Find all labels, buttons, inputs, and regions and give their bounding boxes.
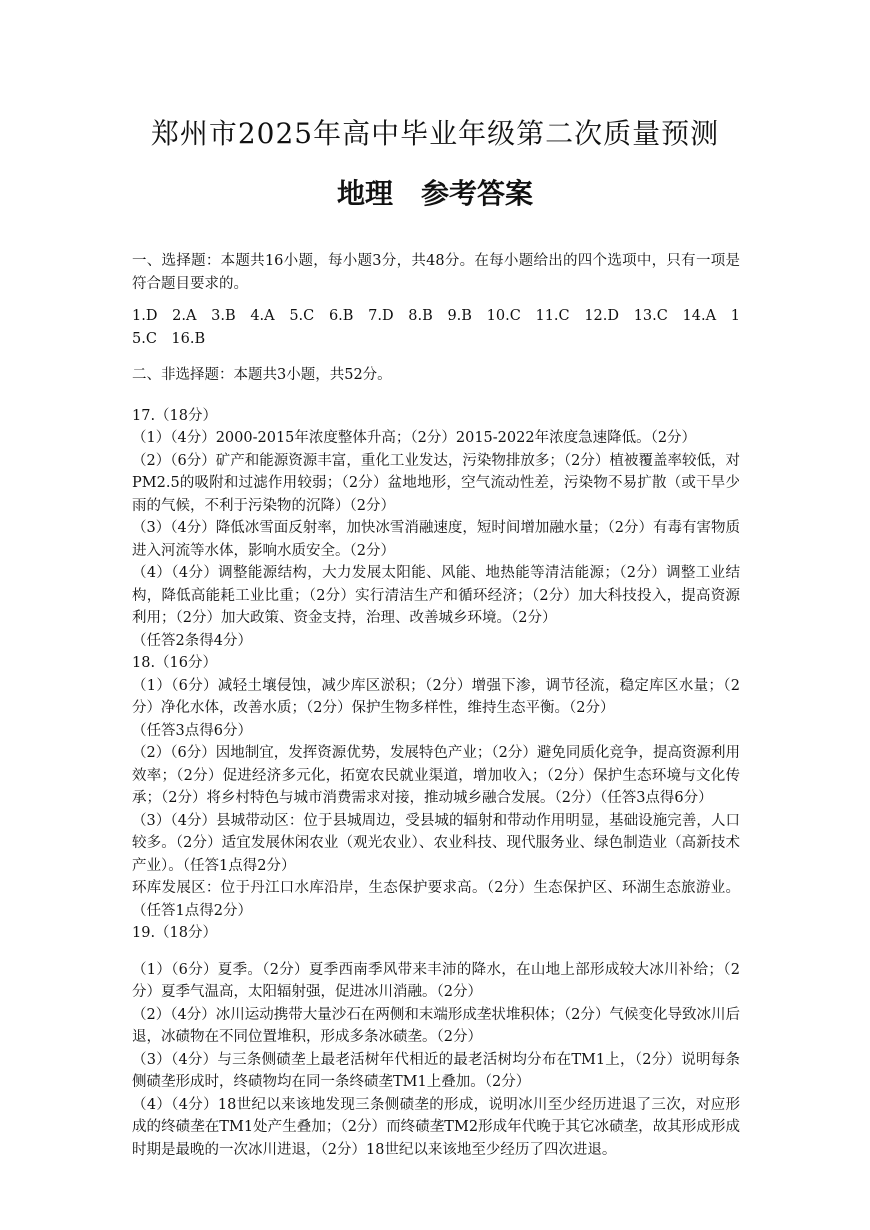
q18-part2: （2）（6分）因地制宜，发挥资源优势，发展特色产业；（2分）避免同质化竞争，提高资源利用效率；（2分）促进经济多元化，拓宽农民就业渠道，增加收入；（2分）保护生态环境与文化传承；（2分）将乡村特色与城市消费需求对接，推动城乡融合发展。（2分）（任答3点得6分） xyxy=(132,745,740,806)
q18-part3: （3）（4分）县城带动区：位于县城周边，受县城的辐射和带动作用明显，基础设施完善，人口较多。（2分）适宜发展休闲农业（观光农业）、农业科技、现代服务业、绿色制造业（高新技术产业）。（任答1点得2分） xyxy=(132,812,740,874)
page-title: 郑州市2025年高中毕业年级第二次质量预测 xyxy=(150,117,720,150)
q19-part2: （2）（4分）冰川运动携带大量沙石在两侧和末端形成垄状堆积体；（2分）气候变化导致冰川后退，冰碛物在不同位置堆积，形成多条冰碛垄。（2分） xyxy=(132,1006,740,1045)
q18-part4: 环库发展区：位于丹江口水库沿岸，生态保护要求高。（2分）生态保护区、环湖生态旅游业。（任答1点得2分） xyxy=(132,880,740,919)
q19-heading: 19.（18分） xyxy=(132,925,218,941)
section1-answers: 1.D 2.A 3.B 4.A 5.C 6.B 7.D 8.B 9.B 10.C 11.C 12.D 13.C 14.A 15.C 16.B xyxy=(132,308,740,347)
q17-part4: （4）（4分）调整能源结构，大力发展太阳能、风能、地热能等清洁能源；（2分）调整工业结构，降低高能耗工业比重；（2分）实行清洁生产和循环经济；（2分）加大科技投入，提高资源利用；（2分）加大政策、资金支持，治理、改善城乡环境。（2分） xyxy=(132,565,740,626)
q17-note: （任答2条得4分） xyxy=(132,632,252,649)
q17-part2: （2）（6分）矿产和能源资源丰富，重化工业发达，污染物排放多；（2分）植被覆盖率较低，对PM2.5的吸附和过滤作用较弱；（2分）盆地地形，空气流动性差，污染物不易扩散（或干旱少雨的气候，不利于污染物的沉降）（2分） xyxy=(132,452,740,514)
answer-body xyxy=(132,250,740,1161)
section1-intro: 一、选择题：本题共16小题，每小题3分，共48分。在每小题给出的四个选项中，只有一项是符合题目要求的。 xyxy=(132,253,740,292)
q18-part1: （1）（6分）减轻土壤侵蚀，减少库区淤积；（2分）增强下渗，调节径流，稳定库区水量；（2分）净化水体，改善水质；（2分）保护生物多样性，维持生态平衡。（2分） xyxy=(132,677,740,716)
page-subtitle: 地理 参考答案 xyxy=(336,177,533,210)
q17-part3: （3）（4分）降低冰雪面反射率，加快冰雪消融速度，短时间增加融水量；（2分）有毒有害物质进入河流等水体，影响水质安全。（2分） xyxy=(132,520,740,559)
q18-note1: （任答3点得6分） xyxy=(132,722,252,739)
q19-part1: （1）（6分）夏季。（2分）夏季西南季风带来丰沛的降水，在山地上部形成较大冰川补给；（2分）夏季气温高，太阳辐射强，促进冰川消融。（2分） xyxy=(132,961,740,1000)
q18-heading: 18.（16分） xyxy=(132,655,218,671)
q17-part1: （1）（4分）2000-2015年浓度整体升高；（2分）2015-2022年浓度急速降低。（2分） xyxy=(132,430,697,446)
section2-intro: 二、非选择题：本题共3小题，共52分。 xyxy=(132,367,392,383)
q19-part3: （3）（4分）与三条侧碛垄上最老活树年代相近的最老活树均分布在TM1上，（2分）说明每条侧碛垄形成时，终碛物均在同一条终碛垄TM1上叠加。（2分） xyxy=(132,1051,740,1090)
q17-heading: 17.（18分） xyxy=(132,407,218,424)
q19-part4: （4）（4分）18世纪以来该地发现三条侧碛垄的形成，说明冰川至少经历进退了三次，对应形成的终碛垄在TM1处产生叠加；（2分）而终碛垄TM2形成年代晚于其它冰碛垄，故其形成形成时期是最晚的一次冰川进退，（2分）18世纪以来该地至少经历了四次进退。 xyxy=(132,1096,740,1158)
